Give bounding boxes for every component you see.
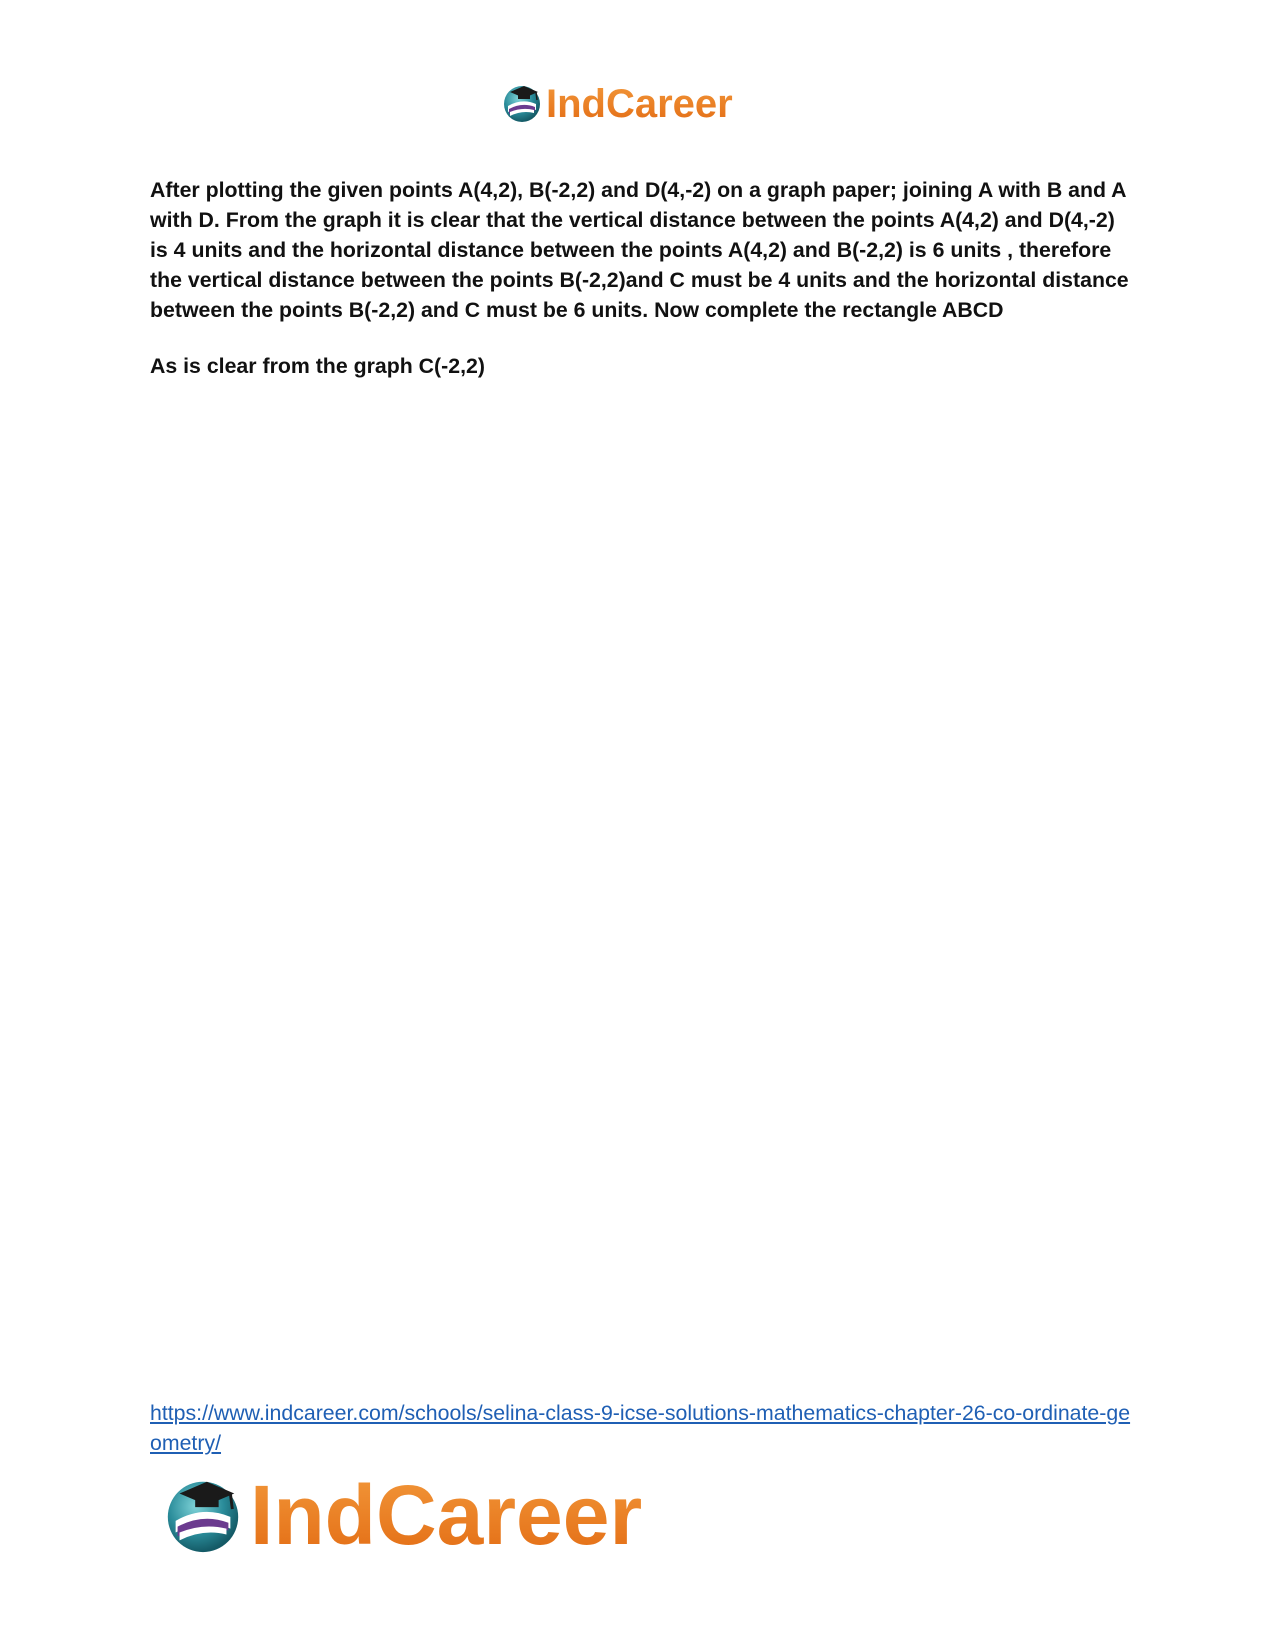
header-logo-text: IndCareer: [546, 82, 733, 126]
graduation-book-icon: [160, 1470, 246, 1561]
answer-paragraph: As is clear from the graph C(-2,2): [150, 354, 485, 378]
solution-paragraph: After plotting the given points A(4,2), B(-2,2) and D(4,-2) on a graph paper; joining A with B and A with D. From the graph it is clear that the vertical distance between the points A(4,2) and D(4,-2) is 4 units and the horizontal distance between the points A(4,2) and B(-2,2) is 6 units , therefore the vertical distance between the points B(-2,2)and C must be 4 units and the horizontal distance between the points B(-2,2) and C must be 6 units. Now complete the rectangle ABCD: [150, 178, 1129, 322]
footer-logo-text: IndCareer: [250, 1465, 642, 1565]
header-logo: [500, 80, 733, 128]
footer-logo: [160, 1465, 642, 1565]
graduation-book-icon: [500, 80, 544, 129]
solution-content: [150, 175, 1135, 381]
source-url-link[interactable]: https://www.indcareer.com/schools/selina-class-9-icse-solutions-mathematics-chapter-26-co-ordinate-geometry/: [150, 1401, 1131, 1455]
